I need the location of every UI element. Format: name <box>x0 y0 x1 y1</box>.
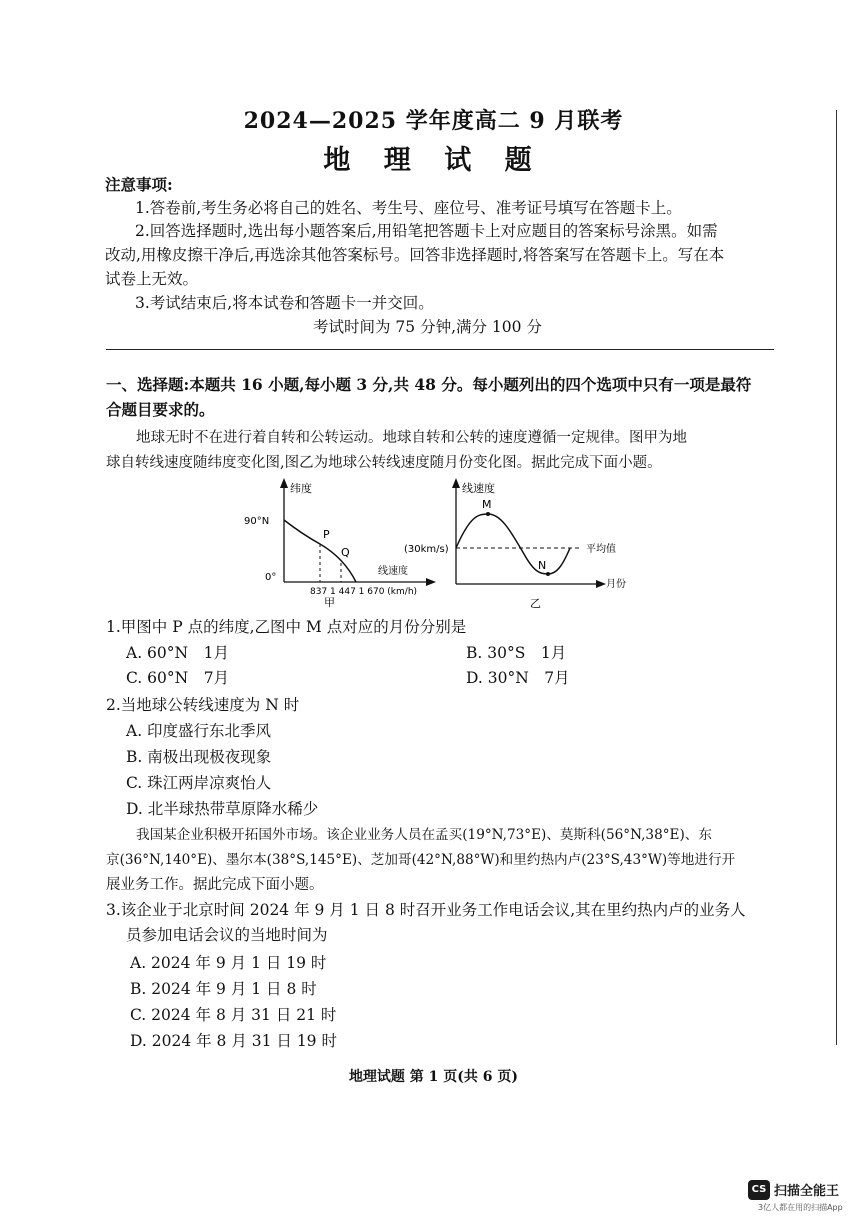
q1-option-c: C. 60°N 7月 <box>126 669 230 687</box>
q2-option-b: B. 南极出现极夜现象 <box>126 748 272 766</box>
yi-x-arrow <box>596 580 606 588</box>
q2-option-c: C. 珠江两岸凉爽怡人 <box>126 774 272 792</box>
yi-point-n-dot <box>546 572 550 576</box>
notice-item-3: 3.考试结束后,将本试卷和答题卡一并交回。 <box>135 294 434 312</box>
q1-stem: 1.甲图中 P 点的纬度,乙图中 M 点对应的月份分别是 <box>106 618 467 636</box>
q1-option-a: A. 60°N 1月 <box>126 644 229 662</box>
jia-y-label: 纬度 <box>290 482 312 495</box>
yi-y-label: 线速度 <box>462 482 495 495</box>
figure-yi <box>400 476 640 612</box>
page-footer: 地理试题 第 1 页(共 6 页) <box>348 1069 519 1085</box>
camscanner-name: 扫描全能王 <box>774 1184 840 1199</box>
passage-2-line-1: 我国某企业积极开拓国外市场。该企业业务人员在孟买(19°N,73°E)、莫斯科(56°N,38°E)、东 <box>136 827 712 843</box>
passage-1-line-2: 球自转线速度随纬度变化图,图乙为地球公转线速度随月份变化图。据此完成下面小题。 <box>106 455 662 471</box>
q3-option-b: B. 2024 年 9 月 1 日 8 时 <box>130 980 317 998</box>
jia-y-top: 90°N <box>244 516 270 527</box>
exam-time: 考试时间为 75 分钟,满分 100 分 <box>313 318 542 336</box>
passage-2-line-2: 京(36°N,140°E)、墨尔本(38°S,145°E)、芝加哥(42°N,88°W)和里约热内卢(23°S,43°W)等地进行开 <box>106 852 736 868</box>
section-heading: 一、选择题:本题共 16 小题,每小题 3 分,共 48 分。每小题列出的四个选项中只有一项是最符 <box>106 375 752 394</box>
q3-stem-cont: 员参加电话会议的当地时间为 <box>126 926 328 944</box>
subject-title: 地 理 试 题 <box>323 145 544 176</box>
camscanner-logo: CS <box>748 1180 770 1200</box>
notice-heading: 注意事项: <box>105 175 173 194</box>
jia-point-p: P <box>323 528 330 541</box>
q2-option-d: D. 北半球热带草原降水稀少 <box>126 800 319 818</box>
section-heading-cont: 合题目要求的。 <box>106 400 215 419</box>
q3-option-d: D. 2024 年 8 月 31 日 19 时 <box>130 1032 337 1050</box>
yi-x-label: 月份 <box>606 579 626 590</box>
jia-x-label: 线速度 <box>378 566 408 577</box>
q3-option-a: A. 2024 年 9 月 1 日 19 时 <box>130 954 327 972</box>
notice-item-2-cont: 改动,用橡皮擦干净后,再选涂其他答案标号。回答非选择题时,将答案写在答题卡上。写在本 <box>105 246 725 264</box>
q1-option-b: B. 30°S 1月 <box>466 644 567 662</box>
header-divider <box>106 349 774 350</box>
jia-y-arrow <box>280 478 288 488</box>
q1-option-d: D. 30°N 7月 <box>466 669 570 687</box>
jia-origin: 0° <box>265 572 277 583</box>
camscanner-tagline: 3亿人都在用的扫描App <box>758 1203 843 1212</box>
yi-curve <box>456 514 570 574</box>
q2-stem: 2.当地球公转线速度为 N 时 <box>106 696 300 714</box>
yi-point-n: N <box>538 559 547 572</box>
q2-option-a: A. 印度盛行东北季风 <box>126 722 272 740</box>
q3-option-c: C. 2024 年 8 月 31 日 21 时 <box>130 1006 337 1024</box>
jia-point-q: Q <box>341 546 350 559</box>
q3-stem: 3.该企业于北京时间 2024 年 9 月 1 日 8 时召开业务工作电话会议,其在里约热内卢的业务人 <box>106 901 746 919</box>
jia-caption: 甲 <box>324 596 335 608</box>
passage-1-line-1: 地球无时不在进行着自转和公转运动。地球自转和公转的速度遵循一定规律。图甲为地 <box>136 430 687 446</box>
notice-item-2: 2.回答选择题时,选出每小题答案后,用铅笔把答题卡上对应题目的答案标号涂黑。如需 <box>135 222 718 240</box>
yi-caption: 乙 <box>530 597 541 610</box>
notice-item-2-end: 试卷上无效。 <box>105 270 199 288</box>
binding-line <box>836 110 837 1045</box>
yi-y-value: (30km/s) <box>404 544 449 555</box>
yi-mean-label: 平均值 <box>586 544 616 555</box>
passage-2-line-3: 展业务工作。据此完成下面小题。 <box>106 877 324 893</box>
yi-point-m: M <box>482 498 492 511</box>
yi-y-arrow <box>452 478 460 488</box>
jia-x-ticks: 837 1 447 1 670 (km/h) <box>310 587 418 597</box>
exam-title: 2024—2025 学年度高二 9 月联考 <box>243 108 624 134</box>
notice-item-1: 1.答卷前,考生务必将自己的姓名、考生号、座位号、准考证号填写在答题卡上。 <box>135 199 682 217</box>
yi-point-m-dot <box>486 512 490 516</box>
